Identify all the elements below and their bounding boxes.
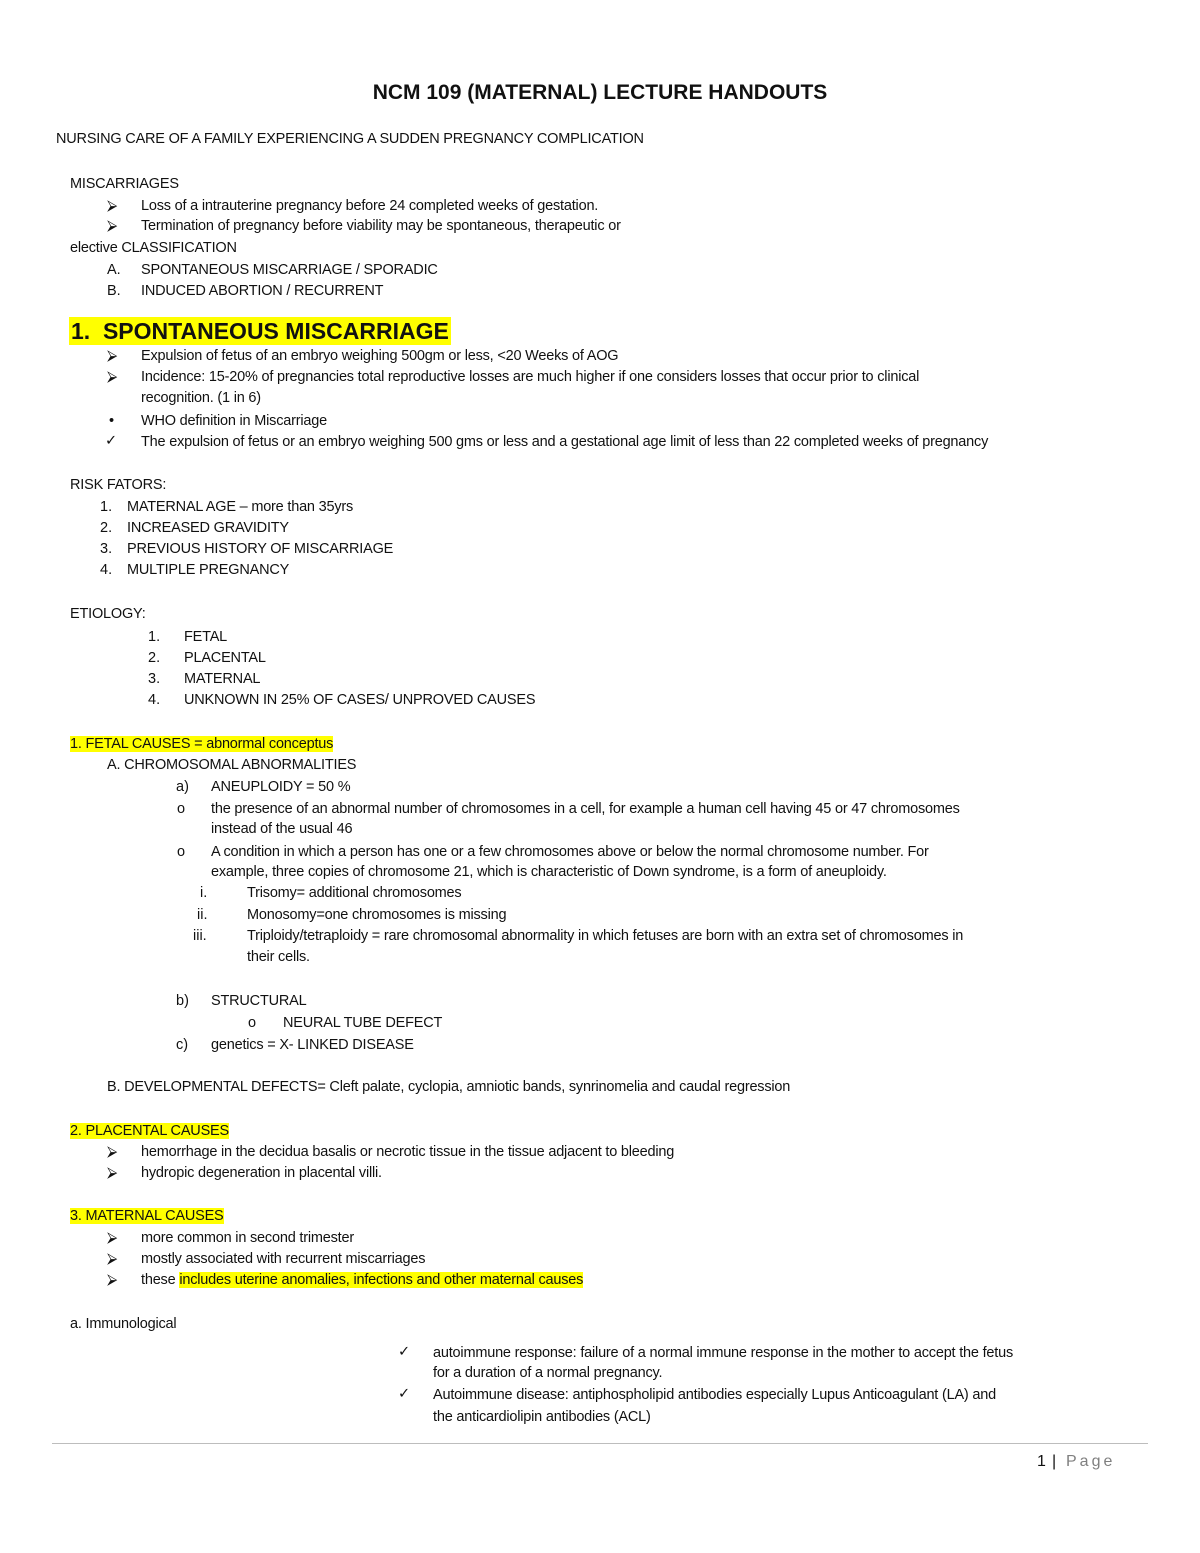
checkmark-icon: ✓ <box>398 1386 411 1402</box>
page-title: NCM 109 (MATERNAL) LECTURE HANDOUTS <box>372 81 828 104</box>
list-marker: 1. <box>100 499 113 515</box>
arrowhead-bullet-icon: ⮚ <box>107 369 118 385</box>
list-item-continuation: example, three copies of chromosome 21, which is characteristic of Down syndrome, is a form of aneuploidy. <box>211 864 887 880</box>
list-marker: a) <box>176 779 189 795</box>
highlighted-heading: 2. PLACENTAL CAUSES <box>70 1123 229 1139</box>
list-item: SPONTANEOUS MISCARRIAGE / SPORADIC <box>141 262 438 278</box>
list-item: Termination of pregnancy before viability may be spontaneous, therapeutic or <box>141 218 621 234</box>
arrowhead-bullet-icon: ⮚ <box>107 1251 118 1267</box>
list-item: Monosomy=one chromosomes is missing <box>247 907 507 923</box>
list-marker: A. <box>107 262 121 278</box>
list-item: MATERNAL AGE – more than 35yrs <box>127 499 354 515</box>
list-marker: B. <box>107 283 121 299</box>
chromosomal-abnormalities-heading: A. CHROMOSOMAL ABNORMALITIES <box>107 757 357 773</box>
placental-causes-heading <box>70 1122 229 1140</box>
heading-text: SPONTANEOUS MISCARRIAGE <box>102 318 449 344</box>
list-item <box>141 1271 583 1289</box>
list-marker: b) <box>176 993 189 1009</box>
arrowhead-bullet-icon: ⮚ <box>107 348 118 364</box>
list-item: PLACENTAL <box>184 650 266 666</box>
list-marker: 3. <box>148 671 161 687</box>
fetal-causes-heading <box>70 735 333 753</box>
miscarriages-heading: MISCARRIAGES <box>70 176 179 192</box>
arrowhead-bullet-icon: ⮚ <box>107 1144 118 1160</box>
section-heading-spontaneous <box>69 317 451 345</box>
list-item: more common in second trimester <box>141 1230 354 1246</box>
etiology-heading: ETIOLOGY: <box>70 606 146 622</box>
circle-bullet-icon: o <box>248 1015 257 1031</box>
list-item: Loss of a intrauterine pregnancy before 24 completed weeks of gestation. <box>141 198 599 214</box>
list-item: Autoimmune disease: antiphospholipid antibodies especially Lupus Anticoagulant (LA) and <box>433 1387 996 1403</box>
list-item: STRUCTURAL <box>211 993 307 1009</box>
circle-bullet-icon: o <box>177 844 186 860</box>
arrowhead-bullet-icon: ⮚ <box>107 198 118 214</box>
list-item: MULTIPLE PREGNANCY <box>127 562 290 578</box>
developmental-defects-line: B. DEVELOPMENTAL DEFECTS= Cleft palate, cyclopia, amniotic bands, synrinomelia and caudal regression <box>107 1079 791 1095</box>
list-item: MATERNAL <box>184 671 261 687</box>
checkmark-icon: ✓ <box>398 1344 411 1360</box>
list-marker: 3. <box>100 541 113 557</box>
list-item-continuation: their cells. <box>247 949 310 965</box>
list-item: A condition in which a person has one or a few chromosomes above or below the normal chromosome number. For <box>211 844 929 860</box>
list-marker: c) <box>176 1037 189 1053</box>
immunological-heading: a. Immunological <box>70 1316 177 1332</box>
footer-divider <box>52 1443 1148 1444</box>
list-item: NEURAL TUBE DEFECT <box>283 1015 443 1031</box>
list-item-continuation: instead of the usual 46 <box>211 821 353 837</box>
list-item: The expulsion of fetus or an embryo weighing 500 gms or less and a gestational age limit of less than 22 completed weeks of pregnancy <box>141 434 989 450</box>
arrowhead-bullet-icon: ⮚ <box>107 218 118 234</box>
circle-bullet-icon: o <box>177 801 186 817</box>
list-marker: 2. <box>148 650 161 666</box>
arrowhead-bullet-icon: ⮚ <box>107 1165 118 1181</box>
footer-separator: | <box>1052 1453 1057 1470</box>
highlighted-heading: 3. MATERNAL CAUSES <box>70 1208 224 1224</box>
list-item: genetics = X- LINKED DISEASE <box>211 1037 414 1053</box>
list-marker: 1. <box>148 629 161 645</box>
highlighted-text: includes uterine anomalies, infections and other maternal causes <box>179 1272 584 1288</box>
risk-factors-heading: RISK FATORS: <box>70 477 167 493</box>
checkmark-icon: ✓ <box>105 433 118 449</box>
list-item: Trisomy= additional chromosomes <box>247 885 462 901</box>
list-item-continuation: the anticardiolipin antibodies (ACL) <box>433 1409 651 1425</box>
list-marker: i. <box>200 885 208 901</box>
dot-bullet-icon: • <box>109 413 115 429</box>
list-item: WHO definition in Miscarriage <box>141 413 327 429</box>
page-number: 1 <box>1037 1453 1046 1470</box>
list-item: the presence of an abnormal number of chromosomes in a cell, for example a human cell having 45 or 47 chromosomes <box>211 801 960 817</box>
heading-number: 1. <box>71 318 91 344</box>
classification-line: elective CLASSIFICATION <box>70 240 237 256</box>
highlighted-heading: 1. FETAL CAUSES = abnormal conceptus <box>70 736 334 752</box>
list-item: ANEUPLOIDY = 50 % <box>211 779 351 795</box>
list-item: UNKNOWN IN 25% OF CASES/ UNPROVED CAUSES <box>184 692 536 708</box>
list-marker: 4. <box>100 562 113 578</box>
list-item: FETAL <box>184 629 228 645</box>
list-marker: 2. <box>100 520 113 536</box>
list-item: INDUCED ABORTION / RECURRENT <box>141 283 384 299</box>
maternal-causes-heading <box>70 1207 224 1225</box>
list-item-prefix: these <box>141 1272 180 1288</box>
list-item: hydropic degeneration in placental villi. <box>141 1165 382 1181</box>
list-item-continuation: for a duration of a normal pregnancy. <box>433 1365 663 1381</box>
list-item: autoimmune response: failure of a normal immune response in the mother to accept the fetus <box>433 1345 1014 1361</box>
list-marker: 4. <box>148 692 161 708</box>
document-subtitle: NURSING CARE OF A FAMILY EXPERIENCING A SUDDEN PREGNANCY COMPLICATION <box>56 131 644 147</box>
list-item: Incidence: 15-20% of pregnancies total reproductive losses are much higher if one considers losses that occur prior to clinical <box>141 369 920 385</box>
list-item: INCREASED GRAVIDITY <box>127 520 289 536</box>
list-item: mostly associated with recurrent miscarriages <box>141 1251 426 1267</box>
list-marker: ii. <box>197 907 208 923</box>
list-item: Expulsion of fetus of an embryo weighing 500gm or less, <20 Weeks of AOG <box>141 348 619 364</box>
arrowhead-bullet-icon: ⮚ <box>107 1272 118 1288</box>
list-item-continuation: recognition. (1 in 6) <box>141 390 261 406</box>
list-item: PREVIOUS HISTORY OF MISCARRIAGE <box>127 541 394 557</box>
list-item: Triploidy/tetraploidy = rare chromosomal abnormality in which fetuses are born with an extra set of chromosomes in <box>247 928 964 944</box>
list-marker: iii. <box>193 928 207 944</box>
list-item: hemorrhage in the decidua basalis or necrotic tissue in the tissue adjacent to bleeding <box>141 1144 675 1160</box>
arrowhead-bullet-icon: ⮚ <box>107 1230 118 1246</box>
page-label: Page <box>1066 1453 1116 1470</box>
